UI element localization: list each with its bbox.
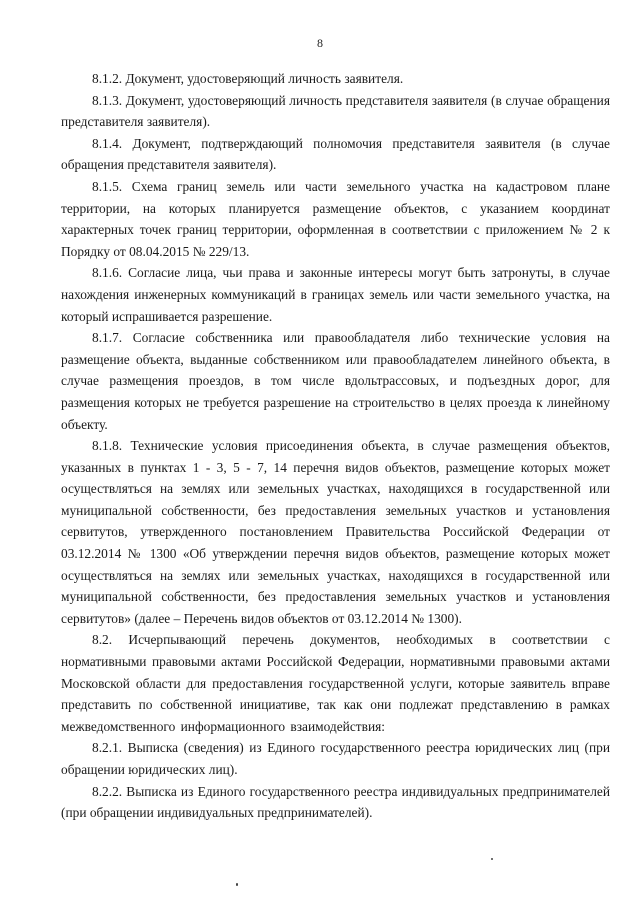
paragraph-8-1-4: 8.1.4. Документ, подтверждающий полномочия представителя заявителя (в случае обращения представителя заявителя).	[61, 135, 610, 173]
scan-speck	[491, 858, 493, 860]
paragraph-8-2: 8.2. Исчерпывающий перечень документов, необходимых в соответствии с нормативными правовыми актами Российской Федерации, нормативными правовыми актами Московской области для предоставления государственной услуги, которые заявитель вправе представить по собственной инициативе, так как они подлежат представлению в рамках межведомственного информационного взаимодействия:	[61, 632, 610, 734]
paragraph-8-1-3: 8.1.3. Документ, удостоверяющий личность представителя заявителя (в случае обращения представителя заявителя).	[61, 92, 610, 130]
page-number: 8	[317, 36, 323, 50]
paragraph-8-1-5: 8.1.5. Схема границ земель или части земельного участка на кадастровом плане территории, на которых планируется размещение объектов, с указанием координат характерных точек границ территории, оформленная в соответствии с приложением № 2 к Порядку от 08.04.2015 № 229/13.	[61, 178, 610, 259]
paragraph-8-1-7: 8.1.7. Согласие собственника или правообладателя либо технические условия на размещение объекта, выданные собственником или правообладателем линейного объекта, в случае размещения проездов, в том числе вдольтрассовых, и подъездных дорог, для размещения которых не требуется разрешение на строительство в целях проезда к линейному объекту.	[61, 330, 610, 432]
document-body	[61, 68, 610, 824]
paragraph-8-1-6: 8.1.6. Согласие лица, чьи права и законные интересы могут быть затронуты, в случае нахождения инженерных коммуникаций в границах земель или части земельного участка, на который испрашивается разрешение.	[61, 265, 610, 324]
scan-speck	[236, 883, 238, 886]
paragraph-8-1-2: 8.1.2. Документ, удостоверяющий личность заявителя.	[92, 71, 404, 86]
paragraph-8-2-1: 8.2.1. Выписка (сведения) из Единого государственного реестра юридических лиц (при обращении юридических лиц).	[61, 740, 610, 777]
paragraph-8-2-2: 8.2.2. Выписка из Единого государственного реестра индивидуальных предпринимателей (при обращении индивидуальных предпринимателей).	[61, 783, 610, 821]
paragraph-8-1-8: 8.1.8. Технические условия присоединения объекта, в случае размещения объектов, указанных в пунктах 1 - 3, 5 - 7, 14 перечня видов объектов, размещение которых может осуществляться на землях или земельных участках, находящихся в государственной или муниципальной собственности, без предоставления земельных участков и установления сервитутов, утвержденного постановлением Правительства Российской Федерации от 03.12.2014 № 1300 «Об утверждении перечня видов объектов, размещение которых может осуществляться на землях или земельных участках, находящихся в государственной или муниципальной собственности, без предоставления земельных участков и установления сервитутов» (далее – Перечень видов объектов от 03.12.2014 № 1300).	[61, 438, 610, 626]
